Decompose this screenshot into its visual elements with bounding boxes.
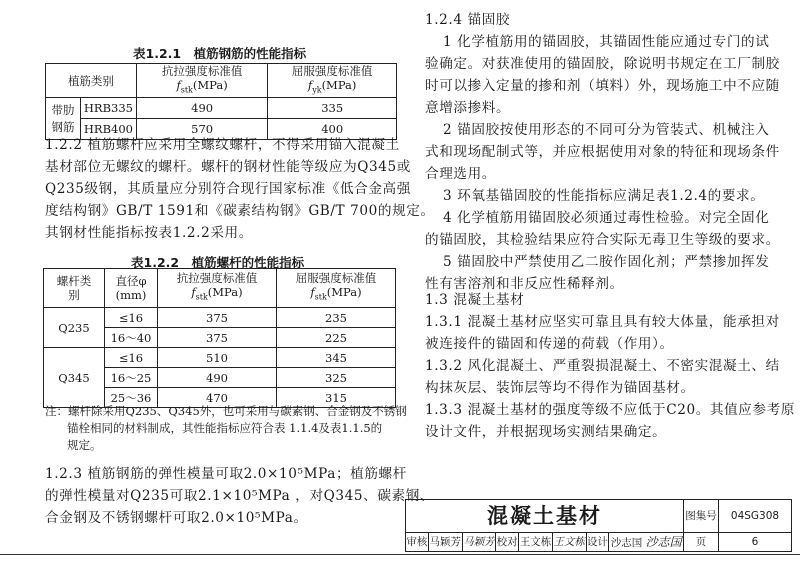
header-yield: 屈服强度标准值 $f_{stk}(MPa)$ [277, 269, 396, 308]
checker-name: 王文栋 [519, 533, 553, 552]
cell-yield: 325 [277, 368, 396, 388]
right-text-line: 式和现场配制式等，并应根据使用对象的特征和现场条件 [425, 144, 780, 160]
checker-signature: 王文栋 [552, 533, 586, 552]
table-2-note: 注：螺杆除采用Q235、Q345外，也可采用与碳素钢、合金钢及不锈钢 [45, 404, 407, 418]
right-text-line: 1 化学植筋用的锚固胶，其锚固性能应通过专门的试 [443, 34, 770, 50]
cell-dia: ≤16 [105, 348, 158, 368]
header-tensile: 抗拉强度标准值 $f_{stk}(MPa)$ [158, 269, 277, 308]
cell-dia: 25～36 [105, 388, 158, 408]
para-1-2-2-line: 其钢材性能指标按表1.2.2采用。 [45, 225, 253, 241]
cell-tensile: 375 [158, 328, 277, 348]
cell-yield: 400 [268, 119, 397, 140]
cell-yield: 225 [277, 328, 396, 348]
para-1-2-2-line: 基材部位无螺纹的螺杆。螺杆的钢材性能等级应为Q345或 [45, 159, 411, 175]
header-diameter: 直径φ (mm) [105, 269, 158, 308]
right-text-line: 1.3.1 混凝土基材应坚实可靠且具有较大体量，能承担对 [425, 314, 780, 330]
right-text-line: 被连接件的锚固和传递的荷载（作用）。 [425, 336, 674, 352]
right-text-line: 5 锚固胶中严禁使用乙二胺作固化剂；严禁掺加挥发 [443, 254, 770, 270]
atlas-number: 04SG308 [719, 500, 792, 533]
cell-yield: 315 [277, 388, 396, 408]
right-text-line: 验确定。对获准使用的锚固胶，除说明书规定在工厂制胶 [425, 56, 780, 72]
bottom-rule [0, 554, 800, 555]
right-text-line: 1.2.4 锚固胶 [425, 12, 511, 28]
right-text-line: 构抹灰层、装饰层等均不得作为锚固基材。 [425, 380, 695, 396]
cell-dia: 16～25 [105, 368, 158, 388]
title-block [405, 499, 792, 552]
cell-dia: 16～40 [105, 328, 158, 348]
right-text-line: 性有害溶剂和非反应性稀释剂。 [425, 276, 624, 292]
header-tensile: 抗拉强度标准值$f_{stk}(MPa)$ [136, 64, 267, 98]
right-text-line: 设计文件，并根据现场实测结果确定。 [425, 424, 667, 440]
right-text-line: 3 环氧基锚固胶的性能指标应满足表1.2.4的要求。 [443, 188, 765, 204]
header-yield: 屈服强度标准值$f_{yk}(MPa)$ [268, 64, 397, 98]
cell-yield: 335 [268, 98, 397, 119]
review-label: 审核 [406, 533, 429, 552]
table-1-caption: 表1.2.1 植筋钢筋的性能指标 [133, 46, 307, 61]
cell-tensile: 570 [136, 119, 267, 140]
rebar-properties-table [45, 63, 397, 140]
cell-tensile: 490 [136, 98, 267, 119]
cell-tensile: 490 [158, 368, 277, 388]
para-1-2-3-line: 合金钢及不锈钢螺杆可取2.0×10⁵MPa。 [45, 510, 308, 526]
para-1-2-3-line: 1.2.3 植筋钢筋的弹性模量可取2.0×10⁵MPa；植筋螺杆 [45, 466, 407, 482]
atlas-label: 图集号 [684, 500, 719, 533]
cell-tensile: 375 [158, 308, 277, 328]
cell-class: Q345 [44, 348, 105, 408]
table-2-note: 锚栓相同的材料制成，其性能指标应符合表 1.1.4及表1.1.5的 [67, 421, 383, 435]
table-2-note: 规定。 [67, 438, 102, 452]
design-label: 设计 [586, 533, 609, 552]
right-text-line: 1.3.2 风化混凝土、严重裂损混凝土、不密实混凝土、结 [425, 358, 780, 374]
right-text-line: 时可以掺入定量的掺和剂（填料）外，现场施工中不应随 [425, 78, 780, 94]
header-bolt-class: 螺杆类别 [44, 269, 105, 308]
group-ribbed-rebar: 带肋钢筋 [46, 98, 81, 140]
right-text-line: 1.3.3 混凝土基材的强度等级不应低于C20。其值应参考原 [425, 402, 796, 418]
cell-dia: ≤16 [105, 308, 158, 328]
right-text-line: 2 锚固胶按使用形态的不同可分为管装式、机械注入 [443, 122, 770, 138]
bolt-properties-table [43, 268, 396, 408]
designer-signature: 沙志国 [645, 534, 682, 549]
drawing-title: 混凝土基材 [406, 500, 684, 533]
page-label: 页 [684, 533, 719, 552]
right-text-line: 的锚固胶，其检验结果应符合实际无毒卫生等级的要求。 [425, 232, 780, 248]
header-rebar-type: 植筋类别 [46, 64, 137, 98]
cell-yield: 345 [277, 348, 396, 368]
para-1-2-2-line: 1.2.2 植筋螺杆应采用全螺纹螺杆，不得采用锚入混凝土 [45, 137, 400, 153]
right-text-line: 合理选用。 [425, 166, 496, 182]
cell-tensile: 510 [158, 348, 277, 368]
cell-class: Q235 [44, 308, 105, 348]
right-text-line: 1.3 混凝土基材 [425, 292, 525, 308]
para-1-2-2-line: 度结构钢》GB/T 1591和《碳素结构钢》GB/T 700的规定。 [45, 203, 435, 219]
right-text-line: 4 化学植筋用锚固胶必须通过毒性检验。对完全固化 [443, 210, 770, 226]
table-2-caption: 表1.2.2 植筋螺杆的性能指标 [131, 255, 305, 270]
designer-name: 沙志国 沙志国 [609, 533, 684, 552]
right-text-line: 意增添掺料。 [425, 100, 511, 116]
cell-type: HRB400 [81, 119, 137, 140]
para-1-2-3-line: 的弹性模量对Q235可取2.1×10⁵MPa ，对Q345、碳素钢、 [45, 488, 435, 504]
reviewer-signature: 马颖芳 [462, 533, 496, 552]
reviewer-name: 马颖芳 [428, 533, 462, 552]
cell-type: HRB335 [81, 98, 137, 119]
cell-tensile: 470 [158, 388, 277, 408]
check-label: 校对 [496, 533, 519, 552]
page-number: 6 [719, 533, 792, 552]
para-1-2-2-line: Q235级钢，其质量应分别符合现行国家标准《低合金高强 [45, 181, 411, 197]
cell-yield: 235 [277, 308, 396, 328]
